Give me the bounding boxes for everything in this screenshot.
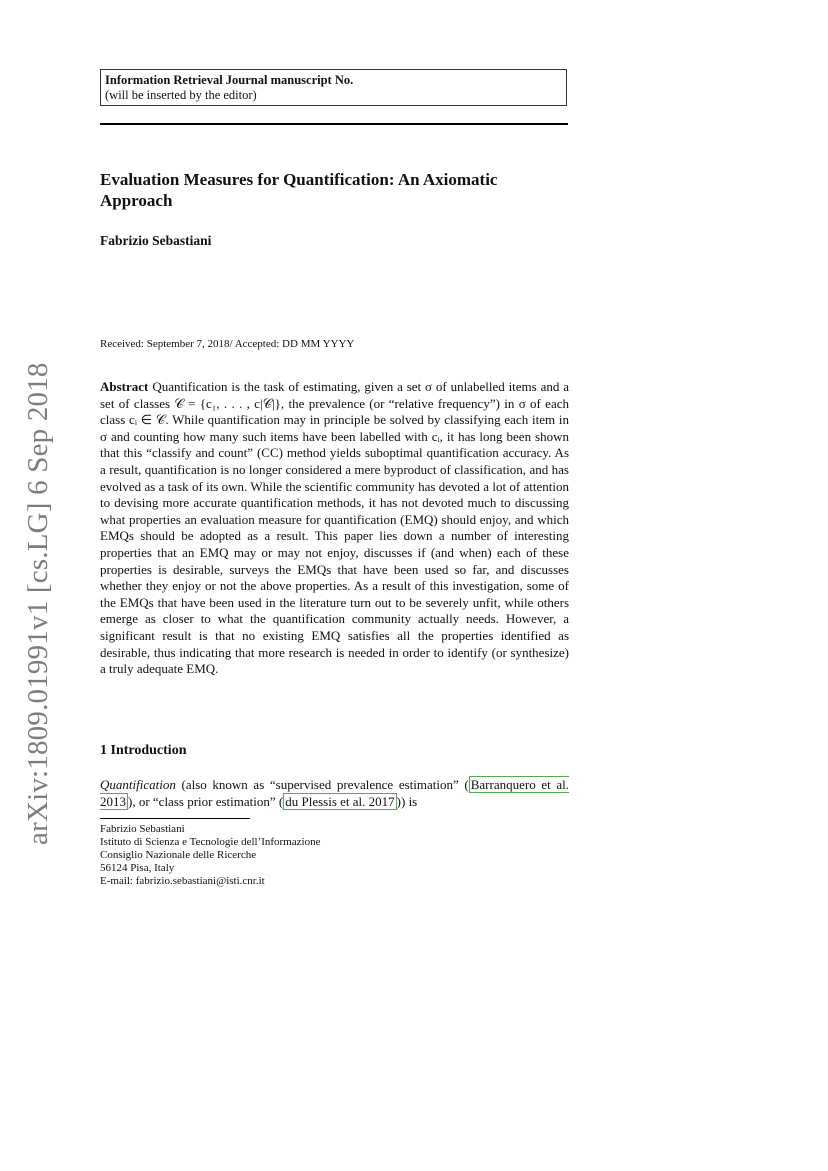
header-rule bbox=[100, 123, 568, 125]
paper-title: Evaluation Measures for Quantification: An Axiomatic Approach bbox=[100, 170, 498, 210]
intro-text-3: )) is bbox=[396, 794, 418, 809]
affiliation-institute: Istituto di Scienza e Tecnologie dell’Informazione bbox=[100, 836, 321, 848]
received-date: Received: September 7, 2018/ Accepted: DD MM YYYY bbox=[100, 338, 355, 350]
introduction-paragraph bbox=[100, 776, 569, 810]
intro-text-2: ), or “class prior estimation” ( bbox=[128, 794, 284, 809]
journal-name: Information Retrieval Journal manuscript No. bbox=[105, 73, 354, 87]
journal-header-box bbox=[100, 69, 567, 106]
footnote-rule bbox=[100, 818, 250, 819]
intro-text-1: (also known as “supervised prevalence estimation” ( bbox=[175, 777, 469, 792]
abstract bbox=[100, 379, 569, 678]
affiliation-city: 56124 Pisa, Italy bbox=[100, 862, 175, 874]
affiliation-email: E-mail: fabrizio.sebastiani@isti.cnr.it bbox=[100, 875, 265, 887]
affiliation-council: Consiglio Nazionale delle Ricerche bbox=[100, 849, 257, 861]
affiliation-name: Fabrizio Sebastiani bbox=[100, 823, 185, 835]
abstract-text: Quantification is the task of estimating, given a set σ of unlabelled items and a set of classes 𝒞 = {c₁, . . . , c|𝒞|}, the prevalence (or “relative frequency”) in σ of each class cᵢ ∈ 𝒞. While quantification may in principle be solved by classifying each item in σ and counting how many such items have been labelled with cᵢ, it has long been shown that this “classify and count” (CC) method yields suboptimal quantification accuracy. As a result, quantification is no longer considered a mere byproduct of classification, and has evolved as a task of its own. While the scientific community has devoted a lot of attention to devising more accurate quantification methods, it has not devoted much to discussing what properties an evaluation measure for quantification (EMQ) should enjoy, and which EMQs should be adopted as a result. This paper lies down a number of interesting properties that an EMQ may or may not enjoy, discusses if (and when) each of these properties is desirable, surveys the EMQs that have been used so far, and discusses whether they enjoy or not the above properties. As a result of this investigation, some of the EMQs that have been used in the literature turn out to be severely unfit, while others emerge as closer to what the quantification community actually needs. However, a significant result is that no existing EMQ satisfies all the properties identified as desirable, thus indicating that more research is needed in order to identify (or synthesize) a truly adequate EMQ. bbox=[100, 379, 569, 677]
citation-link-barranquero[interactable]: Barranquero et al. 2013 bbox=[100, 777, 569, 809]
author-affiliation bbox=[100, 823, 320, 888]
intro-term: Quantification bbox=[100, 777, 176, 792]
editor-note: (will be inserted by the editor) bbox=[105, 88, 257, 102]
abstract-label: Abstract bbox=[100, 379, 149, 394]
citation-link-duplessis[interactable]: du Plessis et al. 2017 bbox=[285, 794, 395, 809]
paper-author: Fabrizio Sebastiani bbox=[100, 233, 212, 248]
section-heading-introduction: 1 Introduction bbox=[100, 743, 187, 758]
arxiv-stamp: arXiv:1809.01991v1 [cs.LG] 6 Sep 2018 bbox=[22, 362, 54, 845]
